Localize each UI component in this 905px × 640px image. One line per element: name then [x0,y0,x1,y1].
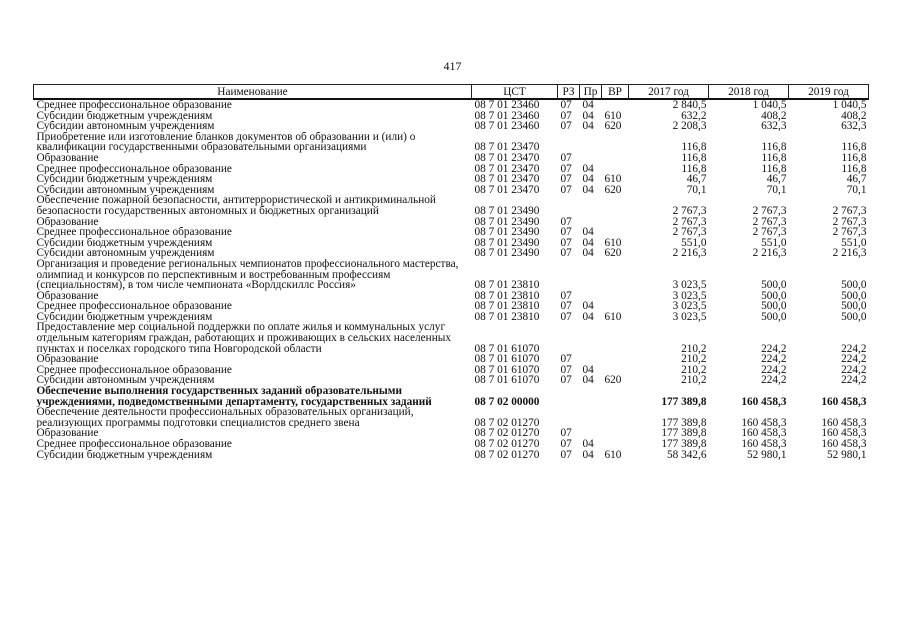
row-vr [602,386,629,407]
row-rz [558,386,580,407]
row-name: Субсидии автономным учреждениям [36,121,215,132]
row-value-2018: 224,2 [761,375,787,387]
row-value-2018: 224,2 [761,354,787,365]
row-value-2018: 551,0 [761,237,787,249]
row-value-2017: 3 023,5 [672,311,707,323]
row-name: Среднее профессиональное образование [36,301,232,312]
row-value-2017: 3 023,5 [672,301,707,312]
row-vr [602,407,629,428]
table-row [34,227,869,238]
row-vr: 610 [604,449,622,461]
row-cst: 08 7 01 61070 [474,342,540,355]
row-value-2019: 2 216,3 [832,248,867,259]
row-rz [558,195,580,216]
row-vr [602,132,629,153]
row-value-2017: 70,1 [686,184,707,196]
row-name: Субсидии бюджетным учреждениям [36,110,213,122]
table-row [34,291,869,302]
row-value-2019: 551,0 [841,237,867,249]
row-pr [580,132,602,153]
row-value-2017: 58 342,6 [666,449,707,461]
row-value-2017: 210,2 [681,354,707,365]
row-rz [558,259,580,291]
row-value-2019: 224,2 [841,354,867,365]
row-vr [602,354,629,365]
row-cst: 08 7 01 23490 [474,248,540,259]
row-value-2019: 116,8 [841,141,867,153]
row-value-2019: 46,7 [846,174,867,185]
row-value-2018: 116,8 [761,152,787,164]
row-pr [580,322,602,354]
row-pr: 04 [582,449,594,461]
row-name: Среднее профессиональное образование [36,227,232,238]
row-value-2018: 46,7 [766,174,787,185]
row-value-2018: 2 767,3 [752,216,787,228]
table-row [34,354,869,365]
row-name: Образование [36,290,99,302]
row-name: Обеспечение пожарной безопасности, антитеррористической и антикриминальной безопасности государственных автономных и бюджетных организаций [36,195,436,217]
row-rz: 07 [560,311,572,323]
header-name: Наименование [34,85,472,100]
row-value-2017: 177 389,8 [661,439,707,450]
row-pr [580,291,602,302]
row-value-2018: 224,2 [761,342,787,355]
row-pr [580,354,602,365]
row-name: Субсидии автономным учреждениям [36,375,215,387]
row-cst: 08 7 01 61070 [474,354,540,365]
row-value-2018: 1 040,5 [752,99,787,111]
table-row [34,407,869,428]
row-rz: 07 [560,428,572,439]
row-name: Предоставление мер социальной поддержки по оплате жилья и коммунальных услуг отдельным категориям граждан, работающих и проживающих в сельских населенных пунктах и поселках городского типа Новгородской области [36,322,451,355]
row-value-2017: 632,2 [681,110,707,122]
row-pr: 04 [582,301,594,312]
header-2019: 2019 год [789,85,869,100]
header-cst: ЦСТ [472,85,558,100]
row-vr [602,195,629,216]
row-value-2017: 116,8 [681,141,707,153]
row-pr: 04 [582,311,594,323]
row-pr: 04 [582,174,594,185]
header-vr: ВР [602,85,629,100]
header-rz: РЗ [558,85,580,100]
table-row [34,365,869,376]
row-vr [602,439,629,450]
table-row [34,259,869,291]
row-cst: 08 7 01 23470 [474,163,540,175]
row-vr [602,164,629,175]
row-pr: 04 [582,163,594,175]
header-2018: 2018 год [709,85,789,100]
table-row [34,312,869,323]
table-row [34,428,869,439]
row-vr: 610 [604,311,622,323]
row-pr [580,195,602,216]
table-row [34,174,869,185]
row-value-2017: 3 023,5 [672,279,707,291]
row-value-2018: 160 458,3 [741,439,787,450]
row-cst: 08 7 01 23810 [474,279,540,291]
table-header-row [34,85,869,100]
row-value-2018: 500,0 [761,279,787,291]
row-value-2017: 177 389,8 [661,416,707,429]
table-row [34,375,869,386]
row-value-2017: 116,8 [681,152,707,164]
table-body [34,99,869,460]
row-cst: 08 7 01 23490 [474,227,540,238]
row-rz: 07 [560,227,572,238]
row-value-2019: 408,2 [841,110,867,122]
row-cst: 08 7 01 23490 [474,216,540,228]
row-value-2017: 2 216,3 [672,248,707,259]
row-value-2019: 52 980,1 [826,449,867,461]
row-value-2019: 2 767,3 [832,204,867,217]
row-value-2017: 551,0 [681,237,707,249]
table-row [34,164,869,175]
row-rz: 07 [560,99,572,111]
row-value-2019: 500,0 [841,279,867,291]
row-name: Субсидии бюджетным учреждениям [36,311,213,323]
row-vr [602,217,629,228]
row-value-2019: 224,2 [841,364,867,376]
row-cst: 08 7 01 23460 [474,99,540,111]
row-value-2019: 160 458,3 [821,416,867,429]
row-rz: 07 [560,354,572,365]
row-vr [602,259,629,291]
row-cst: 08 7 02 01270 [474,449,540,461]
row-cst: 08 7 01 23810 [474,311,540,323]
row-value-2019: 160 458,3 [821,395,867,408]
row-pr [580,259,602,291]
row-vr [602,428,629,439]
row-cst: 08 7 01 61070 [474,364,540,376]
row-value-2018: 160 458,3 [741,428,787,439]
row-value-2017: 2 767,3 [672,204,707,217]
table-row [34,450,869,461]
row-value-2017: 177 389,8 [661,428,707,439]
row-rz: 07 [560,375,572,387]
row-cst: 08 7 02 01270 [474,428,540,439]
row-rz: 07 [560,248,572,259]
row-value-2019: 500,0 [841,290,867,302]
row-value-2019: 116,8 [841,152,867,164]
row-name: Обеспечение выполнения государственных заданий образовательными учреждениями, подведомственными департаменту, государственных заданий [36,386,432,408]
table-row [34,248,869,259]
row-cst: 08 7 01 23810 [474,290,540,302]
table-row [34,132,869,153]
row-cst: 08 7 01 23490 [474,237,540,249]
table-row [34,195,869,216]
row-vr [602,153,629,164]
row-name: Среднее профессиональное образование [36,439,232,450]
row-rz: 07 [560,121,572,132]
row-value-2018: 500,0 [761,311,787,323]
table-row [34,185,869,196]
row-value-2018: 408,2 [761,110,787,122]
row-value-2018: 500,0 [761,290,787,302]
row-rz: 07 [560,184,572,196]
row-rz: 07 [560,110,572,122]
row-value-2019: 160 458,3 [821,428,867,439]
row-value-2018: 116,8 [761,141,787,153]
row-vr: 620 [604,248,622,259]
row-value-2017: 2 840,5 [672,99,707,111]
row-vr [602,227,629,238]
row-name: Обеспечение деятельности профессиональных образовательных организаций, реализующих программы подготовки специалистов среднего звена [36,407,414,429]
table-row [34,238,869,249]
table-row [34,121,869,132]
row-value-2017: 116,8 [681,163,707,175]
row-value-2019: 1 040,5 [832,99,867,111]
row-rz [558,407,580,428]
row-vr: 620 [604,375,622,387]
row-value-2018: 2 767,3 [752,227,787,238]
table-row [34,322,869,354]
row-name: Образование [36,216,99,228]
row-value-2017: 2 767,3 [672,227,707,238]
row-cst: 08 7 01 23470 [474,184,540,196]
row-name: Субсидии бюджетным учреждениям [36,237,213,249]
row-cst: 08 7 01 61070 [474,375,540,387]
row-value-2019: 2 767,3 [832,227,867,238]
row-vr: 620 [604,121,622,132]
row-rz: 07 [560,439,572,450]
row-value-2018: 160 458,3 [741,395,787,408]
row-pr [580,386,602,407]
row-rz: 07 [560,364,572,376]
budget-table [33,84,869,460]
row-name: Приобретение или изготовление бланков документов об образовании и (или) о квалификации государственными образовательными организациями [36,131,416,153]
row-value-2018: 2 767,3 [752,204,787,217]
row-value-2017: 2 208,3 [672,121,707,132]
row-pr: 04 [582,364,594,376]
table-row [34,111,869,122]
row-name: Субсидии автономным учреждениям [36,248,215,259]
row-name: Среднее профессиональное образование [36,364,232,376]
row-value-2017: 210,2 [681,375,707,387]
row-value-2019: 70,1 [846,184,867,196]
row-cst: 08 7 01 23470 [474,152,540,164]
row-cst: 08 7 01 23460 [474,121,540,132]
row-name: Образование [36,152,99,164]
header-2017: 2017 год [629,85,709,100]
row-rz [558,322,580,354]
row-value-2018: 2 216,3 [752,248,787,259]
table-row [34,386,869,407]
row-value-2019: 224,2 [841,375,867,387]
row-pr: 04 [582,439,594,450]
row-value-2018: 52 980,1 [746,449,787,461]
row-pr [580,217,602,228]
row-value-2017: 3 023,5 [672,290,707,302]
row-pr: 04 [582,121,594,132]
row-pr: 04 [582,237,594,249]
row-name: Субсидии бюджетным учреждениям [36,174,213,185]
row-vr: 610 [604,174,622,185]
row-value-2018: 70,1 [766,184,787,196]
row-value-2019: 500,0 [841,311,867,323]
row-value-2019: 500,0 [841,301,867,312]
row-vr: 610 [604,237,622,249]
row-value-2017: 210,2 [681,364,707,376]
row-cst: 08 7 01 23810 [474,301,540,312]
row-rz: 07 [560,290,572,302]
row-value-2018: 116,8 [761,163,787,175]
row-rz: 07 [560,449,572,461]
row-rz: 07 [560,163,572,175]
row-name: Субсидии автономным учреждениям [36,184,215,196]
row-name: Субсидии бюджетным учреждениям [36,449,213,461]
row-pr: 04 [582,184,594,196]
table-row [34,301,869,312]
page-number: 417 [443,59,462,73]
row-vr: 620 [604,184,622,196]
row-vr [602,99,629,111]
row-value-2019: 224,2 [841,342,867,355]
row-pr: 04 [582,375,594,387]
row-pr: 04 [582,110,594,122]
row-value-2017: 177 389,8 [661,395,707,408]
row-rz [558,132,580,153]
row-pr [580,407,602,428]
row-cst: 08 7 01 23470 [474,174,540,185]
row-pr: 04 [582,227,594,238]
row-pr [580,153,602,164]
row-value-2017: 2 767,3 [672,216,707,228]
row-value-2017: 46,7 [686,174,707,185]
row-vr [602,301,629,312]
table-row [34,99,869,111]
row-cst: 08 7 01 23460 [474,110,540,122]
row-pr: 04 [582,99,594,111]
row-cst: 08 7 02 01270 [474,416,540,429]
row-name: Организация и проведение региональных чемпионатов профессионального мастерства, олимпиад и конкурсов по перспективным и востребованным профессиям (специальностям), в том числе чемпионата «Ворлдскиллс Россия» [36,258,459,291]
row-rz: 07 [560,301,572,312]
row-name: Образование [36,354,99,365]
row-pr: 04 [582,248,594,259]
row-pr [580,428,602,439]
row-value-2017: 210,2 [681,342,707,355]
row-value-2018: 500,0 [761,301,787,312]
table-row [34,439,869,450]
row-vr [602,291,629,302]
row-name: Образование [36,428,99,439]
row-value-2019: 160 458,3 [821,439,867,450]
row-rz: 07 [560,216,572,228]
row-value-2019: 2 767,3 [832,216,867,228]
table-row [34,153,869,164]
row-vr [602,322,629,354]
row-value-2018: 632,3 [761,121,787,132]
row-vr: 610 [604,110,622,122]
row-value-2018: 224,2 [761,364,787,376]
row-rz: 07 [560,174,572,185]
row-cst: 08 7 02 01270 [474,439,540,450]
header-pr: Пр [580,85,602,100]
row-name: Среднее профессиональное образование [36,163,232,175]
row-name: Среднее профессиональное образование [36,99,232,111]
row-value-2019: 116,8 [841,163,867,175]
row-rz: 07 [560,152,572,164]
row-vr [602,365,629,376]
row-cst: 08 7 02 00000 [474,395,540,408]
row-rz: 07 [560,237,572,249]
row-value-2019: 632,3 [841,121,867,132]
row-cst: 08 7 01 23490 [474,204,540,217]
row-value-2018: 160 458,3 [741,416,787,429]
row-cst: 08 7 01 23470 [474,141,540,153]
table-row [34,217,869,228]
